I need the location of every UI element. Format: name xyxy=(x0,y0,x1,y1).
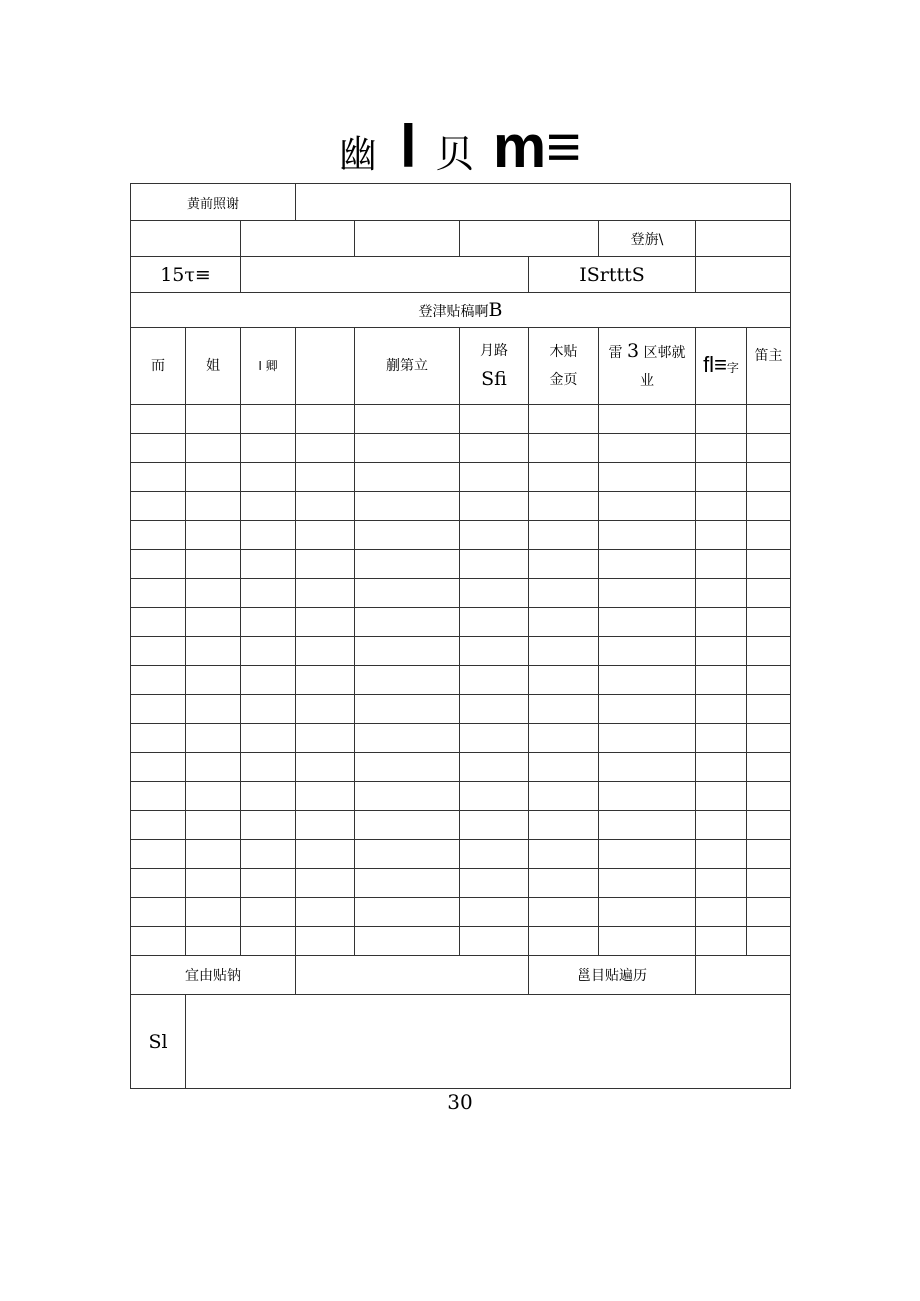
section-title-suffix: B xyxy=(488,299,503,321)
row2-label: 登旃\ xyxy=(599,221,696,257)
title-part-3: 贝 xyxy=(435,132,474,176)
footer-mid-label: 邕目贴遍历 xyxy=(529,956,696,995)
table-cell[interactable] xyxy=(747,782,791,811)
table-cell[interactable] xyxy=(296,666,355,695)
table-row xyxy=(131,695,791,724)
table-cell[interactable] xyxy=(460,579,529,608)
table-cell[interactable] xyxy=(696,753,747,782)
table-cell[interactable] xyxy=(529,405,599,434)
table-cell[interactable] xyxy=(355,695,460,724)
form-row-3 xyxy=(131,257,791,293)
table-cell[interactable] xyxy=(696,869,747,898)
row1-label: 黄前照谢 xyxy=(131,184,296,221)
table-cell[interactable] xyxy=(599,927,696,956)
table-row xyxy=(131,927,791,956)
table-cell[interactable] xyxy=(460,666,529,695)
table-cell[interactable] xyxy=(460,782,529,811)
col-header-7-line2: 金页 xyxy=(549,372,578,388)
table-cell[interactable] xyxy=(296,434,355,463)
table-cell[interactable] xyxy=(747,898,791,927)
form-row-2 xyxy=(131,221,791,257)
col-header-8-line1-a: 雷 xyxy=(608,345,623,361)
table-cell[interactable] xyxy=(131,521,186,550)
section-title-row xyxy=(131,293,791,328)
table-cell[interactable] xyxy=(599,724,696,753)
table-cell[interactable] xyxy=(131,782,186,811)
page-title xyxy=(0,112,920,182)
table-cell[interactable] xyxy=(529,840,599,869)
col-header-9-a: fl≡ xyxy=(703,351,727,377)
col-header-10: 笛主 xyxy=(747,328,791,405)
table-cell[interactable] xyxy=(696,898,747,927)
table-cell[interactable] xyxy=(747,666,791,695)
table-cell[interactable] xyxy=(131,869,186,898)
table-row xyxy=(131,753,791,782)
table-cell[interactable] xyxy=(529,724,599,753)
table-cell[interactable] xyxy=(460,492,529,521)
table-cell[interactable] xyxy=(131,492,186,521)
table-cell[interactable] xyxy=(186,405,241,434)
col-header-8-line2: 业 xyxy=(640,373,654,389)
table-cell[interactable] xyxy=(696,463,747,492)
table-cell[interactable] xyxy=(696,521,747,550)
table-cell[interactable] xyxy=(599,695,696,724)
remarks-row xyxy=(131,995,791,1089)
table-cell[interactable] xyxy=(747,637,791,666)
table-cell[interactable] xyxy=(355,753,460,782)
table-cell[interactable] xyxy=(696,724,747,753)
table-row xyxy=(131,869,791,898)
table-cell[interactable] xyxy=(241,869,296,898)
table-cell[interactable] xyxy=(529,753,599,782)
table-cell[interactable] xyxy=(355,608,460,637)
table-cell[interactable] xyxy=(131,608,186,637)
table-cell[interactable] xyxy=(747,579,791,608)
table-cell[interactable] xyxy=(131,840,186,869)
table-cell[interactable] xyxy=(747,811,791,840)
column-header-row xyxy=(131,328,791,405)
table-cell[interactable] xyxy=(460,869,529,898)
remarks-field[interactable] xyxy=(186,995,791,1089)
table-cell[interactable] xyxy=(186,869,241,898)
table-cell[interactable] xyxy=(355,434,460,463)
table-row xyxy=(131,608,791,637)
table-cell[interactable] xyxy=(529,637,599,666)
col-header-5: 蒯第立 xyxy=(355,328,460,405)
table-cell[interactable] xyxy=(529,782,599,811)
table-cell[interactable] xyxy=(131,550,186,579)
table-cell[interactable] xyxy=(460,637,529,666)
table-cell[interactable] xyxy=(131,405,186,434)
table-row xyxy=(131,637,791,666)
table-cell[interactable] xyxy=(241,695,296,724)
table-row xyxy=(131,550,791,579)
table-row xyxy=(131,434,791,463)
col-header-7-line1: 木贴 xyxy=(549,344,578,360)
table-cell[interactable] xyxy=(296,608,355,637)
row2-field-1[interactable] xyxy=(131,221,241,257)
row2-field-2[interactable] xyxy=(241,221,355,257)
table-cell[interactable] xyxy=(747,840,791,869)
table-row xyxy=(131,898,791,927)
table-cell[interactable] xyxy=(460,898,529,927)
table-cell[interactable] xyxy=(241,405,296,434)
table-cell[interactable] xyxy=(296,869,355,898)
table-cell[interactable] xyxy=(599,550,696,579)
footer-left-label: 宜由贴钠 xyxy=(131,956,296,995)
table-cell[interactable] xyxy=(186,637,241,666)
table-cell[interactable] xyxy=(747,405,791,434)
table-cell[interactable] xyxy=(241,492,296,521)
col-header-6 xyxy=(460,328,529,405)
table-cell[interactable] xyxy=(296,463,355,492)
table-cell[interactable] xyxy=(529,666,599,695)
title-part-4: m≡ xyxy=(492,113,582,180)
table-cell[interactable] xyxy=(355,782,460,811)
table-cell[interactable] xyxy=(241,608,296,637)
table-cell[interactable] xyxy=(296,550,355,579)
table-cell[interactable] xyxy=(355,811,460,840)
table-cell[interactable] xyxy=(529,434,599,463)
table-cell[interactable] xyxy=(599,782,696,811)
table-row xyxy=(131,840,791,869)
table-cell[interactable] xyxy=(241,637,296,666)
table-cell[interactable] xyxy=(131,579,186,608)
table-cell[interactable] xyxy=(747,463,791,492)
row3-field-2[interactable] xyxy=(696,257,791,293)
table-cell[interactable] xyxy=(186,492,241,521)
table-cell[interactable] xyxy=(131,637,186,666)
table-cell[interactable] xyxy=(296,782,355,811)
table-cell[interactable] xyxy=(747,695,791,724)
remarks-label: Sl xyxy=(131,995,186,1089)
table-cell[interactable] xyxy=(296,579,355,608)
table-cell[interactable] xyxy=(599,463,696,492)
table-cell[interactable] xyxy=(529,550,599,579)
table-cell[interactable] xyxy=(599,898,696,927)
table-cell[interactable] xyxy=(529,898,599,927)
table-cell[interactable] xyxy=(747,434,791,463)
table-cell[interactable] xyxy=(529,463,599,492)
table-cell[interactable] xyxy=(296,811,355,840)
table-cell[interactable] xyxy=(355,927,460,956)
table-cell[interactable] xyxy=(529,927,599,956)
form-row-1 xyxy=(131,184,791,221)
table-cell[interactable] xyxy=(529,695,599,724)
table-cell[interactable] xyxy=(186,579,241,608)
table-cell[interactable] xyxy=(696,579,747,608)
table-cell[interactable] xyxy=(241,811,296,840)
table-cell[interactable] xyxy=(355,724,460,753)
table-cell[interactable] xyxy=(747,869,791,898)
table-cell[interactable] xyxy=(241,579,296,608)
table-row xyxy=(131,579,791,608)
col-header-6-line1: 月路 xyxy=(480,343,508,359)
section-title xyxy=(131,293,791,328)
table-cell[interactable] xyxy=(186,782,241,811)
table-cell[interactable] xyxy=(296,405,355,434)
table-cell[interactable] xyxy=(460,724,529,753)
table-cell[interactable] xyxy=(355,579,460,608)
table-cell[interactable] xyxy=(747,608,791,637)
row2-value-field[interactable] xyxy=(696,221,791,257)
table-cell[interactable] xyxy=(696,927,747,956)
col-header-2: 姐 xyxy=(186,328,241,405)
table-cell[interactable] xyxy=(131,927,186,956)
table-cell[interactable] xyxy=(131,666,186,695)
col-header-9-b: 字 xyxy=(726,360,739,375)
row3-left-label: 15τ≡ xyxy=(131,257,241,293)
table-cell[interactable] xyxy=(599,521,696,550)
table-cell[interactable] xyxy=(241,724,296,753)
table-row xyxy=(131,463,791,492)
table-cell[interactable] xyxy=(599,405,696,434)
table-cell[interactable] xyxy=(460,753,529,782)
table-row xyxy=(131,666,791,695)
table-cell[interactable] xyxy=(241,666,296,695)
table-cell[interactable] xyxy=(747,753,791,782)
table-cell[interactable] xyxy=(296,840,355,869)
table-cell[interactable] xyxy=(696,840,747,869)
table-cell[interactable] xyxy=(599,492,696,521)
table-cell[interactable] xyxy=(355,550,460,579)
table-cell[interactable] xyxy=(131,898,186,927)
col-header-8-line1-b: 3 xyxy=(626,340,640,362)
col-header-3: I 卿 xyxy=(241,328,296,405)
page-number: 30 xyxy=(447,1090,473,1114)
table-cell[interactable] xyxy=(599,579,696,608)
table-cell[interactable] xyxy=(747,521,791,550)
table-cell[interactable] xyxy=(529,811,599,840)
table-cell[interactable] xyxy=(529,521,599,550)
table-cell[interactable] xyxy=(599,608,696,637)
table-cell[interactable] xyxy=(241,434,296,463)
table-cell[interactable] xyxy=(241,927,296,956)
table-cell[interactable] xyxy=(696,666,747,695)
table-cell[interactable] xyxy=(355,666,460,695)
title-part-2: l xyxy=(399,113,417,180)
col-header-4 xyxy=(296,328,355,405)
table-cell[interactable] xyxy=(355,840,460,869)
table-cell[interactable] xyxy=(296,753,355,782)
table-cell[interactable] xyxy=(131,724,186,753)
table-cell[interactable] xyxy=(696,695,747,724)
table-cell[interactable] xyxy=(131,753,186,782)
table-cell[interactable] xyxy=(186,724,241,753)
table-cell[interactable] xyxy=(747,492,791,521)
table-cell[interactable] xyxy=(355,463,460,492)
col-header-8 xyxy=(599,328,696,405)
table-cell[interactable] xyxy=(186,695,241,724)
table-cell[interactable] xyxy=(696,637,747,666)
table-cell[interactable] xyxy=(186,753,241,782)
table-cell[interactable] xyxy=(460,434,529,463)
table-cell[interactable] xyxy=(696,608,747,637)
table-cell[interactable] xyxy=(186,898,241,927)
table-row xyxy=(131,782,791,811)
title-part-1: 幽 xyxy=(338,132,377,176)
table-row xyxy=(131,492,791,521)
table-cell[interactable] xyxy=(241,463,296,492)
row2-field-4[interactable] xyxy=(460,221,599,257)
row2-field-3[interactable] xyxy=(355,221,460,257)
table-cell[interactable] xyxy=(747,927,791,956)
table-cell[interactable] xyxy=(460,840,529,869)
table-cell[interactable] xyxy=(460,405,529,434)
table-cell[interactable] xyxy=(747,724,791,753)
table-cell[interactable] xyxy=(696,550,747,579)
table-cell[interactable] xyxy=(599,753,696,782)
table-cell[interactable] xyxy=(696,782,747,811)
table-cell[interactable] xyxy=(460,608,529,637)
table-cell[interactable] xyxy=(696,405,747,434)
table-cell[interactable] xyxy=(296,695,355,724)
col-header-6-line2: Sfi xyxy=(481,368,507,390)
table-cell[interactable] xyxy=(529,579,599,608)
table-cell[interactable] xyxy=(241,840,296,869)
registration-form-table xyxy=(130,183,791,1089)
table-cell[interactable] xyxy=(131,811,186,840)
table-cell[interactable] xyxy=(131,695,186,724)
table-cell[interactable] xyxy=(599,434,696,463)
table-cell[interactable] xyxy=(355,405,460,434)
table-cell[interactable] xyxy=(186,463,241,492)
table-cell[interactable] xyxy=(131,434,186,463)
table-cell[interactable] xyxy=(296,724,355,753)
table-cell[interactable] xyxy=(186,550,241,579)
table-cell[interactable] xyxy=(460,521,529,550)
table-cell[interactable] xyxy=(186,811,241,840)
table-cell[interactable] xyxy=(599,840,696,869)
table-cell[interactable] xyxy=(241,550,296,579)
footer-field-2[interactable] xyxy=(696,956,791,995)
table-row xyxy=(131,405,791,434)
row3-field-1[interactable] xyxy=(241,257,529,293)
footer-row xyxy=(131,956,791,995)
table-cell[interactable] xyxy=(355,521,460,550)
table-cell[interactable] xyxy=(296,492,355,521)
table-cell[interactable] xyxy=(186,927,241,956)
row3-mid-label: ISrtttS xyxy=(529,257,696,293)
table-cell[interactable] xyxy=(296,637,355,666)
table-cell[interactable] xyxy=(696,811,747,840)
table-cell[interactable] xyxy=(186,521,241,550)
table-cell[interactable] xyxy=(186,666,241,695)
table-cell[interactable] xyxy=(186,608,241,637)
table-cell[interactable] xyxy=(241,753,296,782)
table-cell[interactable] xyxy=(696,434,747,463)
table-cell[interactable] xyxy=(355,898,460,927)
table-cell[interactable] xyxy=(696,492,747,521)
footer-field-1[interactable] xyxy=(296,956,529,995)
section-title-text: 登津贴稿啊 xyxy=(418,304,489,320)
table-cell[interactable] xyxy=(599,811,696,840)
table-cell[interactable] xyxy=(241,521,296,550)
col-header-9 xyxy=(696,328,747,405)
table-cell[interactable] xyxy=(599,869,696,898)
table-cell[interactable] xyxy=(460,463,529,492)
table-cell[interactable] xyxy=(747,550,791,579)
table-cell[interactable] xyxy=(460,811,529,840)
table-cell[interactable] xyxy=(355,869,460,898)
table-cell[interactable] xyxy=(529,492,599,521)
col-header-1: 而 xyxy=(131,328,186,405)
table-cell[interactable] xyxy=(131,463,186,492)
table-cell[interactable] xyxy=(460,695,529,724)
table-cell[interactable] xyxy=(529,608,599,637)
table-cell[interactable] xyxy=(599,666,696,695)
row1-value-field[interactable] xyxy=(296,184,791,221)
table-cell[interactable] xyxy=(355,637,460,666)
table-cell[interactable] xyxy=(599,637,696,666)
table-cell[interactable] xyxy=(296,927,355,956)
table-cell[interactable] xyxy=(186,840,241,869)
table-cell[interactable] xyxy=(460,927,529,956)
table-cell[interactable] xyxy=(241,782,296,811)
col-header-7 xyxy=(529,328,599,405)
table-cell[interactable] xyxy=(186,434,241,463)
table-cell[interactable] xyxy=(355,492,460,521)
table-cell[interactable] xyxy=(296,898,355,927)
table-row xyxy=(131,521,791,550)
table-cell[interactable] xyxy=(241,898,296,927)
table-row xyxy=(131,811,791,840)
table-cell[interactable] xyxy=(460,550,529,579)
table-cell[interactable] xyxy=(296,521,355,550)
table-row xyxy=(131,724,791,753)
col-header-8-line1-c: 区邨就 xyxy=(643,345,686,361)
table-cell[interactable] xyxy=(529,869,599,898)
